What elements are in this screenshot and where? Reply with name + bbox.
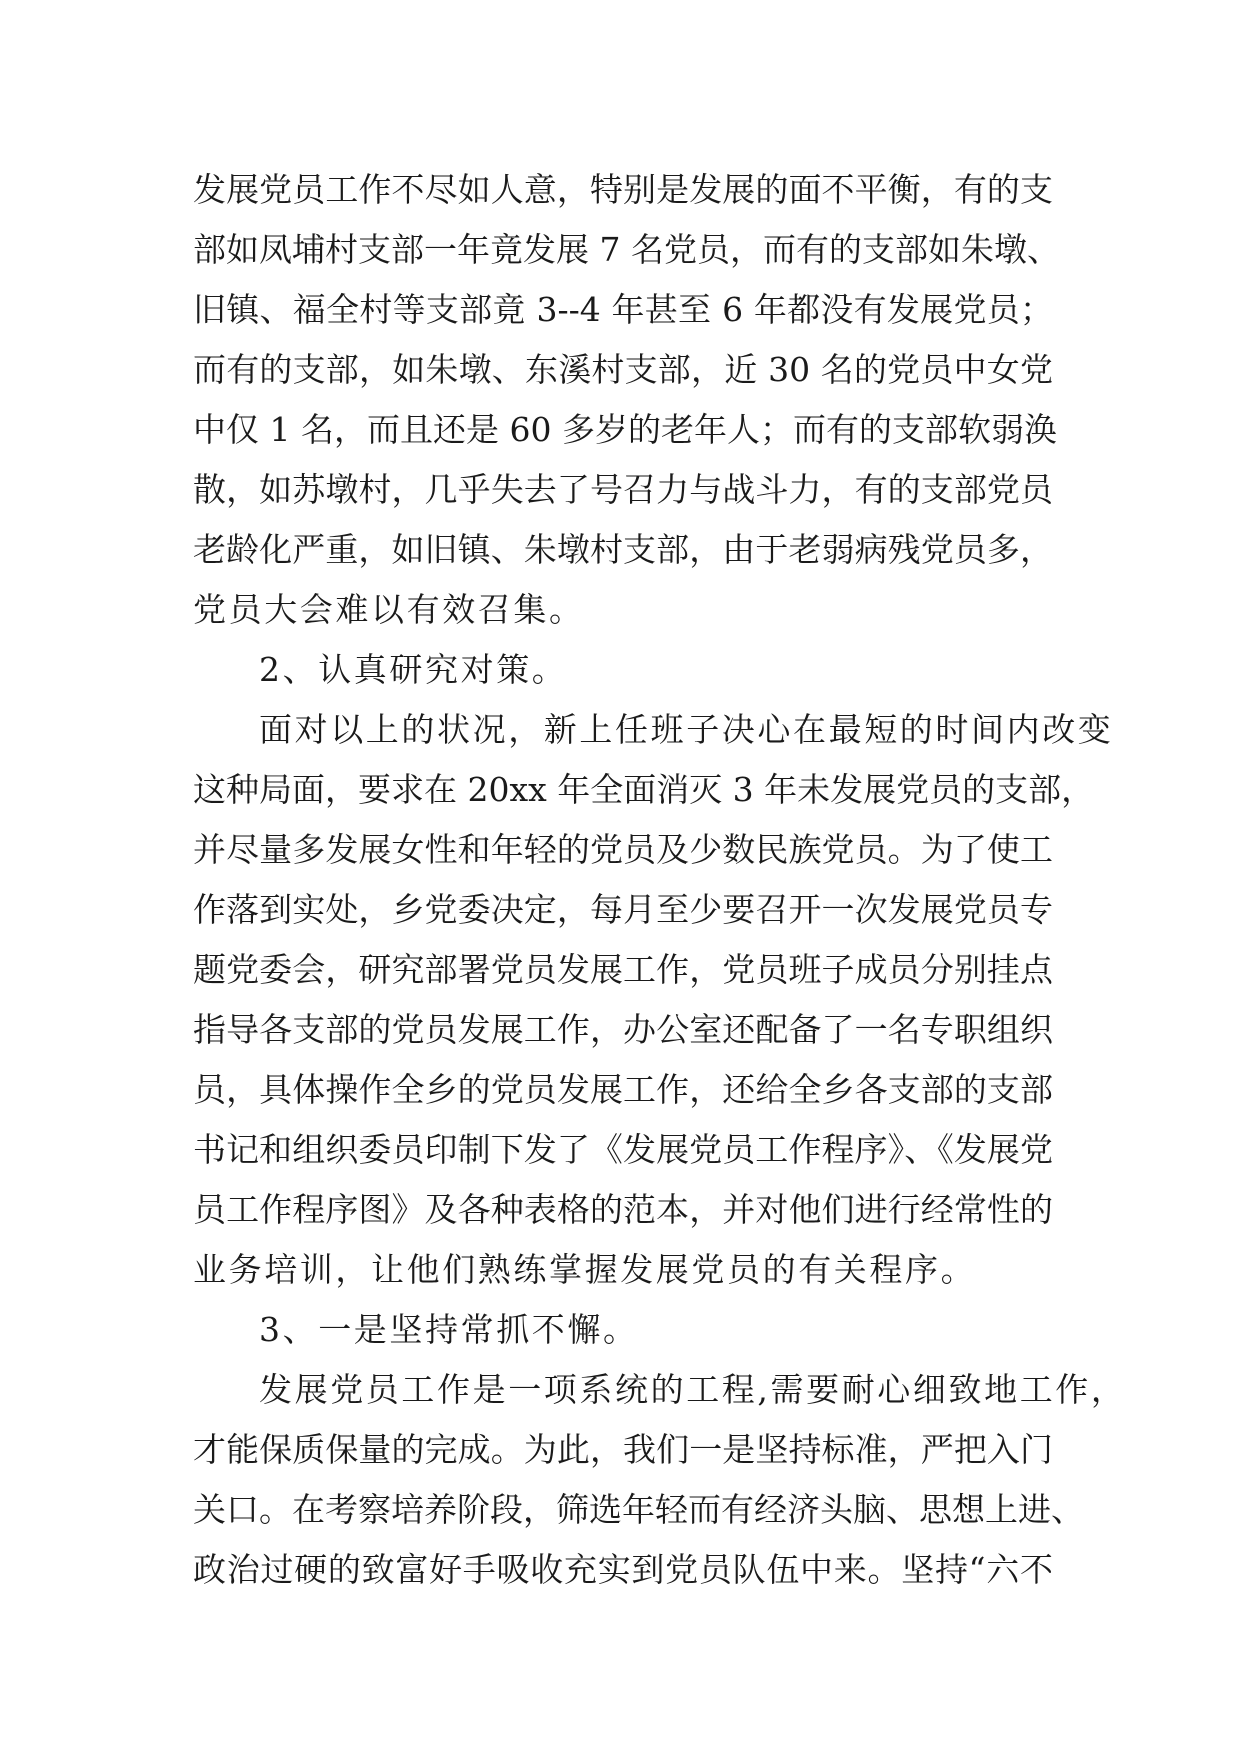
text-line: 部如凤埔村支部一年竟发展 7 名党员，而有的支部如朱墩、 — [193, 230, 1060, 269]
text-line: 才能保质保量的完成。为此，我们一是坚持标准，严把入门 — [193, 1430, 1053, 1469]
text-line: 旧镇、福全村等支部竟 3--4 年甚至 6 年都没有发展党员； — [193, 290, 1053, 329]
section-heading: 3、一是坚持常抓不懈。 — [259, 1310, 639, 1349]
text-line: 作落到实处，乡党委决定，每月至少要召开一次发展党员专 — [193, 890, 1053, 929]
text-line: 散，如苏墩村，几乎失去了号召力与战斗力，有的支部党员 — [193, 470, 1053, 509]
text-line: 中仅 1 名，而且还是 60 多岁的老年人；而有的支部软弱涣 — [193, 410, 1057, 449]
text-line: 党员大会难以有效召集。 — [193, 590, 585, 629]
text-line: 题党委会，研究部署党员发展工作，党员班子成员分别挂点 — [193, 950, 1053, 989]
text-line: 员工作程序图》及各种表格的范本，并对他们进行经常性的 — [193, 1190, 1053, 1229]
text-line: 面对以上的状况，新上任班子决心在最短的时间内改变 — [259, 710, 1114, 749]
section-heading: 2、认真研究对策。 — [259, 650, 568, 689]
text-line: 业务培训，让他们熟练掌握发展党员的有关程序。 — [193, 1250, 977, 1289]
text-line: 发展党员工作是一项系统的工程,需要耐心细致地工作， — [259, 1370, 1127, 1409]
text-line: 员，具体操作全乡的党员发展工作，还给全乡各支部的支部 — [193, 1070, 1053, 1109]
text-line: 这种局面，要求在 20xx 年全面消灭 3 年未发展党员的支部， — [193, 770, 1095, 809]
text-line: 而有的支部，如朱墩、东溪村支部，近 30 名的党员中女党 — [193, 350, 1053, 389]
text-line: 发展党员工作不尽如人意，特别是发展的面不平衡，有的支 — [193, 170, 1053, 209]
text-line: 政治过硬的致富好手吸收充实到党员队伍中来。坚持“六不 — [193, 1550, 1053, 1589]
text-line: 指导各支部的党员发展工作，办公室还配备了一名专职组织 — [193, 1010, 1053, 1049]
text-line: 并尽量多发展女性和年轻的党员及少数民族党员。为了使工 — [193, 830, 1053, 869]
text-line: 关口。在考察培养阶段，筛选年轻而有经济头脑、思想上进、 — [193, 1490, 1084, 1529]
body-text — [193, 160, 1127, 1600]
text-line: 书记和组织委员印制下发了《发展党员工作程序》、《发展党 — [193, 1130, 1053, 1169]
text-line: 老龄化严重，如旧镇、朱墩村支部，由于老弱病残党员多， — [193, 530, 1053, 569]
